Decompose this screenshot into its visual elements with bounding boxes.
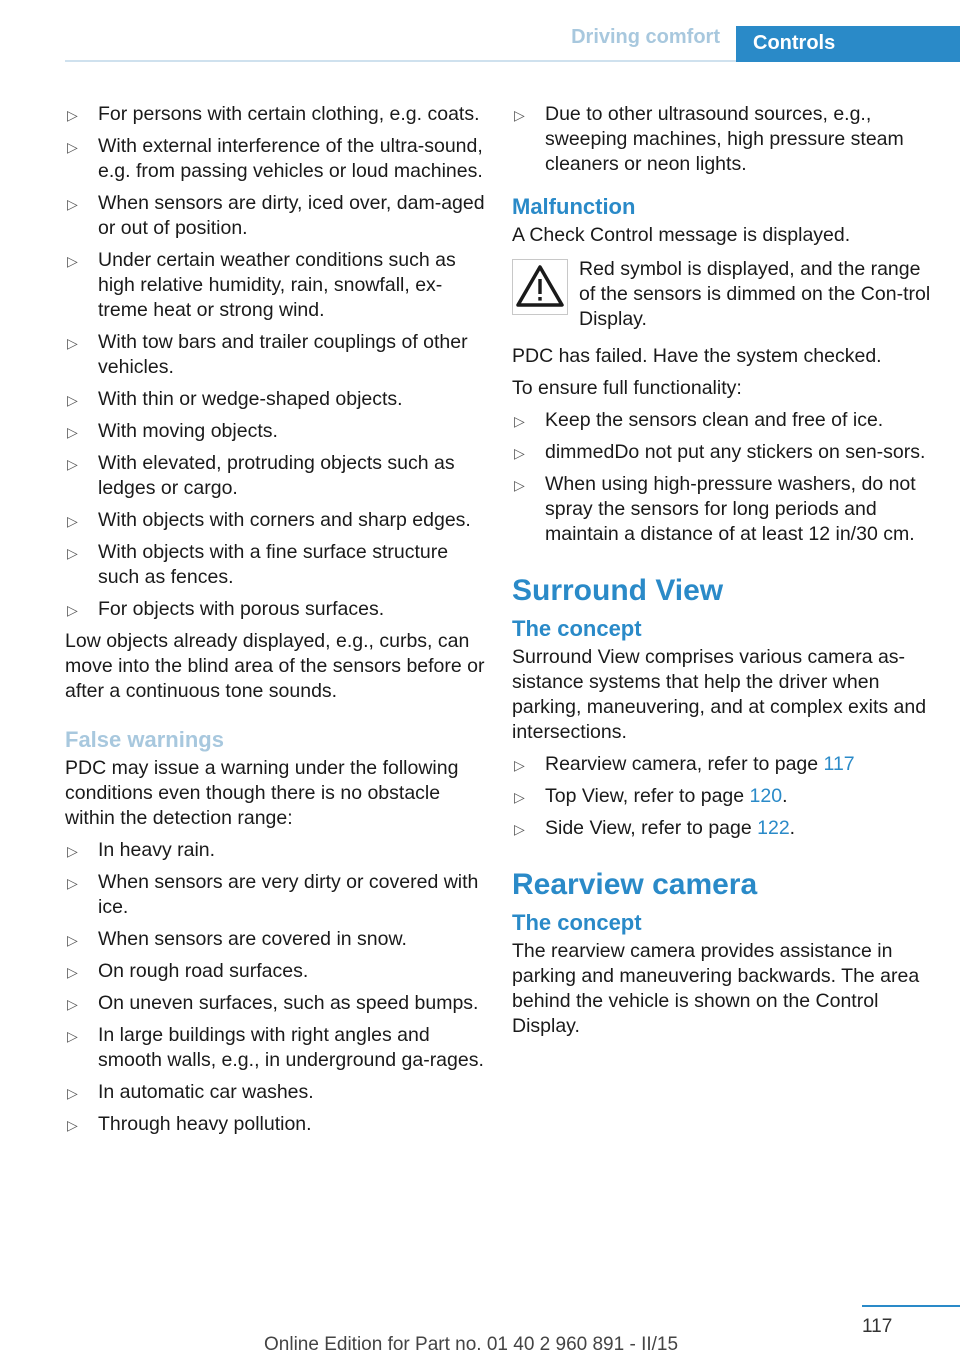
list-item: ▷ Due to other ultrasound sources, e.g., sweeping machines, high pressure steam cleaners or neon lights. [514,103,904,175]
list-item: ▷ With elevated, protruding objects such as ledges or cargo. [67,452,455,499]
concept-heading: The concept [512,616,642,641]
functionality-list [512,408,932,547]
triangle-right-icon: ▷ [67,1085,78,1101]
list-item: ▷ When sensors are covered in snow. [65,927,485,952]
edition-footer: Online Edition for Part no. 01 40 2 960 891 - II/15 [264,1334,679,1355]
rearview-camera-heading: Rearview camera [512,868,758,901]
false-warnings-list [65,838,485,1137]
triangle-right-icon: ▷ [67,875,78,891]
triangle-right-icon: ▷ [67,424,78,440]
list-item: ▷ In heavy rain. [65,838,485,863]
triangle-right-icon: ▷ [514,413,525,429]
right-column [512,102,932,1046]
malfunction-heading: Malfunction [512,194,636,219]
list-item: ▷ When sensors are dirty, iced over, dam-aged or out of position. [67,192,485,239]
warning-triangle-icon [512,259,568,315]
limits-list [65,102,485,622]
triangle-right-icon: ▷ [514,789,525,805]
triangle-right-icon: ▷ [514,821,525,837]
list-item: ▷ In large buildings with right angles and smooth walls, e.g., in underground ga-rages. [67,1024,484,1071]
triangle-right-icon: ▷ [67,335,78,351]
warning-text: Red symbol is displayed, and the range of the sensors is dimmed on the Con-trol Display. [579,258,931,330]
list-item: ▷ dimmedDo not put any stickers on sen-sors. [512,440,932,465]
false-warnings-heading: False warnings [65,727,224,752]
list-item: ▷ On rough road surfaces. [65,959,485,984]
list-item: ▷ When using high-pressure washers, do not spray the sensors for long periods and maintain a distance of at least 12 in/30 cm. [514,473,916,545]
left-column [65,102,485,1144]
low-objects-paragraph: Low objects already displayed, e.g., curbs, can move into the blind area of the sensors before or after a continuous tone sounds. [65,630,485,702]
list-item: ▷ Top View, refer to page 120. [512,784,932,809]
triangle-right-icon: ▷ [67,964,78,980]
page-link-122[interactable]: 122 [757,817,790,839]
list-item: ▷ Keep the sensors clean and free of ice. [512,408,932,433]
concept-heading-2: The concept [512,910,642,935]
page-refs-list [512,752,932,841]
pdc-failed-text: PDC has failed. Have the system checked. [512,345,882,367]
list-item: ▷ Under certain weather conditions such as high relative humidity, rain, snowfall, ex-treme heat or strong wind. [67,249,456,321]
triangle-right-icon: ▷ [514,445,525,461]
triangle-right-icon: ▷ [67,392,78,408]
footer-rule [862,1305,960,1307]
list-item: ▷ Rearview camera, refer to page 117 [512,752,932,777]
triangle-right-icon: ▷ [67,602,78,618]
list-item: ▷ With objects with a fine surface structure such as fences. [67,541,449,588]
list-item: ▷ With thin or wedge-shaped objects. [65,387,485,412]
warning-notice [512,257,932,332]
list-item: ▷ Through heavy pollution. [65,1112,485,1137]
list-item: ▷ With objects with corners and sharp edges. [65,508,485,533]
list-item: ▷ When sensors are very dirty or covered with ice. [67,871,479,918]
malfunction-text: A Check Control message is displayed. [512,224,851,246]
page-header [0,0,960,62]
page-link-117[interactable]: 117 [823,753,855,775]
surround-view-text: Surround View comprises various camera as-sistance systems that help the driver when parking, maneuvering, and at complex exits and intersections. [512,646,927,743]
page-number: 117 [862,1316,893,1337]
ensure-text: To ensure full functionality: [512,377,742,399]
header-section-title: Driving comfort [571,26,720,48]
triangle-right-icon: ▷ [67,196,78,212]
list-item: ▷ For objects with porous surfaces. [65,597,485,622]
triangle-right-icon: ▷ [67,996,78,1012]
triangle-right-icon: ▷ [67,139,78,155]
triangle-right-icon: ▷ [67,1028,78,1044]
triangle-right-icon: ▷ [67,932,78,948]
triangle-right-icon: ▷ [67,1117,78,1133]
triangle-right-icon: ▷ [514,757,525,773]
triangle-right-icon: ▷ [67,843,78,859]
triangle-right-icon: ▷ [514,107,525,123]
triangle-right-icon: ▷ [67,513,78,529]
triangle-right-icon: ▷ [67,253,78,269]
rearview-camera-text: The rearview camera provides assistance in parking and maneuvering backwards. The area behind the vehicle is shown on the Control Display. [512,940,920,1037]
page-link-120[interactable]: 120 [749,785,783,807]
list-item: ▷ On uneven surfaces, such as speed bumps. [65,991,485,1016]
triangle-right-icon: ▷ [67,107,78,123]
surround-view-heading: Surround View [512,574,724,607]
triangle-right-icon: ▷ [67,545,78,561]
triangle-right-icon: ▷ [514,477,525,493]
triangle-right-icon: ▷ [67,456,78,472]
list-item: ▷ For persons with certain clothing, e.g. coats. [65,102,485,127]
list-item: ▷ With tow bars and trailer couplings of other vehicles. [67,331,468,378]
list-item: ▷ Side View, refer to page 122. [512,816,932,841]
list-item: ▷ With moving objects. [65,419,485,444]
list-item: ▷ With external interference of the ultra-sound, e.g. from passing vehicles or loud machines. [67,135,483,182]
header-chapter-tab: Controls [736,26,960,62]
list-item: ▷ In automatic car washes. [65,1080,485,1105]
header-rule [65,60,736,62]
interference-list [512,102,932,177]
false-warnings-paragraph: PDC may issue a warning under the following conditions even though there is no obstacle within the detection range: [65,757,459,829]
